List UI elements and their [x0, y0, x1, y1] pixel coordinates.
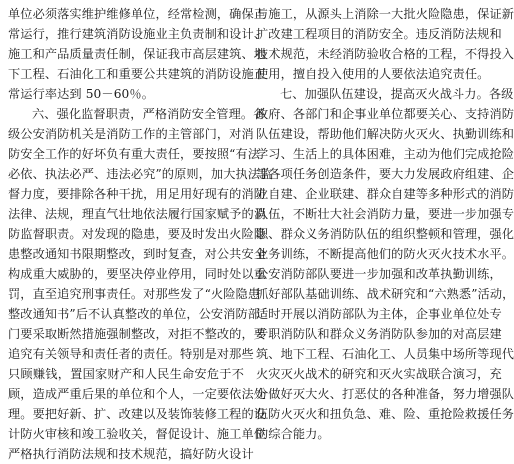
text-line: 理。要把好新、扩、改建以及装饰装修工程的设	[8, 407, 267, 421]
section-heading-line: 六、强化监督职责，严格消防安全管理。各	[32, 107, 266, 121]
text-line: 只顾赚钱，置国家财产和人民生命安危于不	[8, 367, 244, 381]
left-text-column	[8, 4, 273, 464]
text-line: 专职消防队和群众义务消防队参加的对高层建	[256, 327, 502, 341]
column-gutter	[247, 0, 248, 400]
text-line: 扩改建工程项目的消防安全。违反消防法规和	[256, 27, 502, 41]
text-line: 整改通知书”后不认真整改的单位，公安消防部	[8, 307, 261, 321]
section-heading-line: 七、加强队伍建设，提高灭火战斗力。各级	[280, 87, 514, 101]
text-line: 政府、各部门和企事业单位都要关心、支持消防	[256, 107, 514, 121]
text-line: 严格执行消防法规和技术规范，搞好防火设计	[8, 447, 254, 461]
text-line: 常运行，推行建筑消防设施业主负责制和设计、	[8, 27, 267, 41]
right-text-column	[256, 4, 514, 444]
text-line: 级公安消防机关是消防工作的主管部门，对消	[8, 127, 254, 141]
text-line: 与施工，从源头上消除一大批火险隐患，保证新	[256, 7, 514, 21]
text-line: 门要采取断然措施强制整改，对拒不整改的，要	[8, 327, 267, 341]
text-line: 单位必须落实维护维修单位，经常检测，确保正	[8, 7, 267, 21]
text-line: 职、群众义务消防队伍的组织整顿和管理，强化	[256, 227, 514, 241]
text-line: 等各项任务创造条件，要大力发展政府组建、企	[256, 167, 514, 181]
text-line: 业务训练，不断提高他们的防火灭火技术水平。	[256, 247, 514, 261]
text-line: 防安全工作的好坏负有重大责任，要按照“有法	[8, 147, 261, 161]
text-line: 适时开展以消防部队为主体，企事业单位处专	[256, 307, 502, 321]
text-line: 患整改通知书限期整改，到时复查，对公共安全	[8, 247, 267, 261]
text-line: 公安消防部队要进一步加强和改革执勤训练，	[256, 267, 502, 281]
text-line: 业自建、企业联建、群众自建等多种形式的消防	[256, 187, 514, 201]
paragraph-last-line: 的综合能力。	[256, 427, 330, 441]
text-line: 筑、地下工程、石油化工、人员集中场所等现代	[256, 347, 514, 361]
paragraph-last-line: 常运行率达到 50－60％。	[8, 87, 154, 101]
text-line: 学习、生活上的具体困难，主动为他们完成抢险	[256, 147, 514, 161]
text-line: 队伍，不断壮大社会消防力量，要进一步加强专	[256, 207, 514, 221]
text-line: 伍防火灭火和扭负急、难、险、重抢险救援任务	[256, 407, 514, 421]
text-line: 施工和产品质量责任制，保证我市高层建筑、地	[8, 47, 267, 61]
text-line: 法律、法规，理直气壮地依法履行国家赋予的消	[8, 207, 267, 221]
paragraph-last-line: 使用，擅自投入使用的人要依法追究责任。	[256, 67, 490, 81]
text-line: 分做好灭大火、打恶仗的各种准备，努力增强队	[256, 387, 514, 401]
text-line: 罚，直至追究刑事责任。对那些发了“火险隐患	[8, 287, 261, 301]
text-line: 下工程、石油化工和重要公共建筑的消防设施正	[8, 67, 267, 81]
text-line: 抓好部队基础训练、战术研究和“六熟悉”活动，	[256, 287, 514, 301]
text-line: 防监督职责。对发现的隐患，要及时发出火险隐	[8, 227, 267, 241]
text-line: 技术规范，未经消防验收合格的工程，不得投入	[256, 47, 514, 61]
text-line: 计防火审核和竣工验收关，督促设计、施工单位	[8, 427, 267, 441]
text-line: 队伍建设，帮助他们解决防火灭火、执勤训练和	[256, 127, 514, 141]
text-line: 顾，造成严重后果的单位和个人，一定要依法处	[8, 387, 267, 401]
text-line: 构成重大威胁的，要坚决停业停用，同时处以重	[8, 267, 267, 281]
text-line: 追究有关领导和责任者的责任。特别是对那些	[8, 347, 254, 361]
text-line: 督力度，要排除各种干扰，用足用好现有的消防	[8, 187, 267, 201]
text-line: 必依、执法必严、违法必究”的原则，加大执法监	[8, 167, 273, 181]
text-line: 火灾灭火战术的研究和灭火实战联合演习，充	[256, 367, 502, 381]
